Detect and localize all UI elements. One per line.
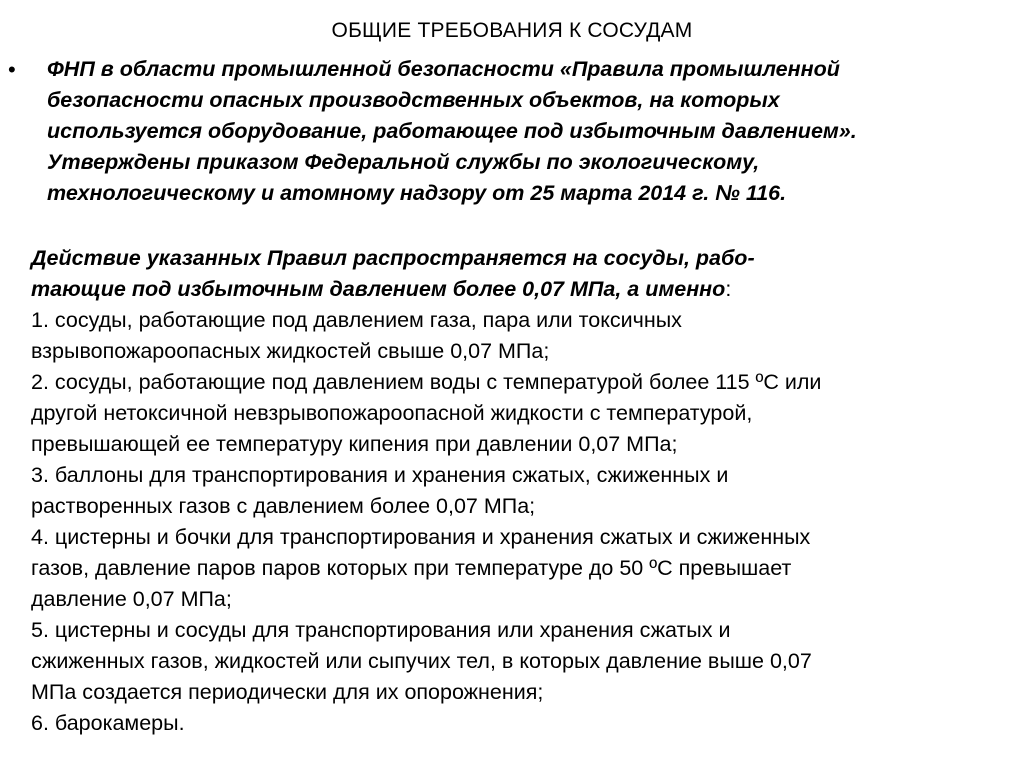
scope-list-line: 2. сосуды, работающие под давлением воды с температурой более 115 ºС или: [31, 370, 822, 394]
scope-list-line: сжиженных газов, жидкостей или сыпучих тел, в которых давление выше 0,07: [31, 649, 812, 673]
regulation-line: технологическому и атомному надзору от 25 марта 2014 г. № 116.: [47, 181, 787, 205]
scope-list-line: 6. барокамеры.: [31, 711, 185, 735]
scope-list-line: растворенных газов с давлением более 0,07 МПа;: [31, 494, 536, 518]
slide-title: ОБЩИЕ ТРЕБОВАНИЯ К СОСУДАМ: [331, 19, 693, 42]
scope-list-line: 3. баллоны для транспортирования и хранения сжатых, сжиженных и: [31, 463, 729, 487]
scope-list-line: давление 0,07 МПа;: [31, 587, 232, 611]
scope-list-line: 5. цистерны и сосуды для транспортирования или хранения сжатых и: [31, 618, 731, 642]
scope-section: [31, 243, 1016, 739]
scope-list-line: газов, давление паров паров которых при температуре до 50 ºС превышает: [31, 556, 792, 580]
regulation-line: ФНП в области промышленной безопасности «Правила промышленной: [47, 57, 840, 81]
regulation-line: используется оборудование, работающее под избыточным давлением».: [47, 119, 857, 143]
regulation-text: [47, 54, 1017, 209]
regulation-line: безопасности опасных производственных объектов, на которых: [47, 88, 780, 112]
scope-list-line: МПа создается периодически для их опорожнения;: [31, 680, 544, 704]
scope-list-line: взрывопожароопасных жидкостей свыше 0,07 МПа;: [31, 339, 550, 363]
bullet-marker: •: [8, 57, 16, 82]
scope-list-line: 4. цистерны и бочки для транспортирования и хранения сжатых и сжиженных: [31, 525, 811, 549]
scope-list-line: другой нетоксичной невзрывопожароопасной жидкости с температурой,: [31, 401, 753, 425]
scope-intro-colon: :: [725, 277, 732, 301]
scope-list-line: превышающей ее температуру кипения при давлении 0,07 МПа;: [31, 432, 678, 456]
scope-intro-line: Действие указанных Правил распространяется на сосуды, рабо-: [31, 246, 755, 270]
scope-intro-line: [31, 274, 1016, 305]
scope-intro-text: тающие под избыточным давлением более 0,07 МПа, а именно: [31, 277, 726, 301]
regulation-line: Утверждены приказом Федеральной службы по экологическому,: [47, 150, 760, 174]
scope-list-line: 1. сосуды, работающие под давлением газа, пара или токсичных: [31, 308, 682, 332]
